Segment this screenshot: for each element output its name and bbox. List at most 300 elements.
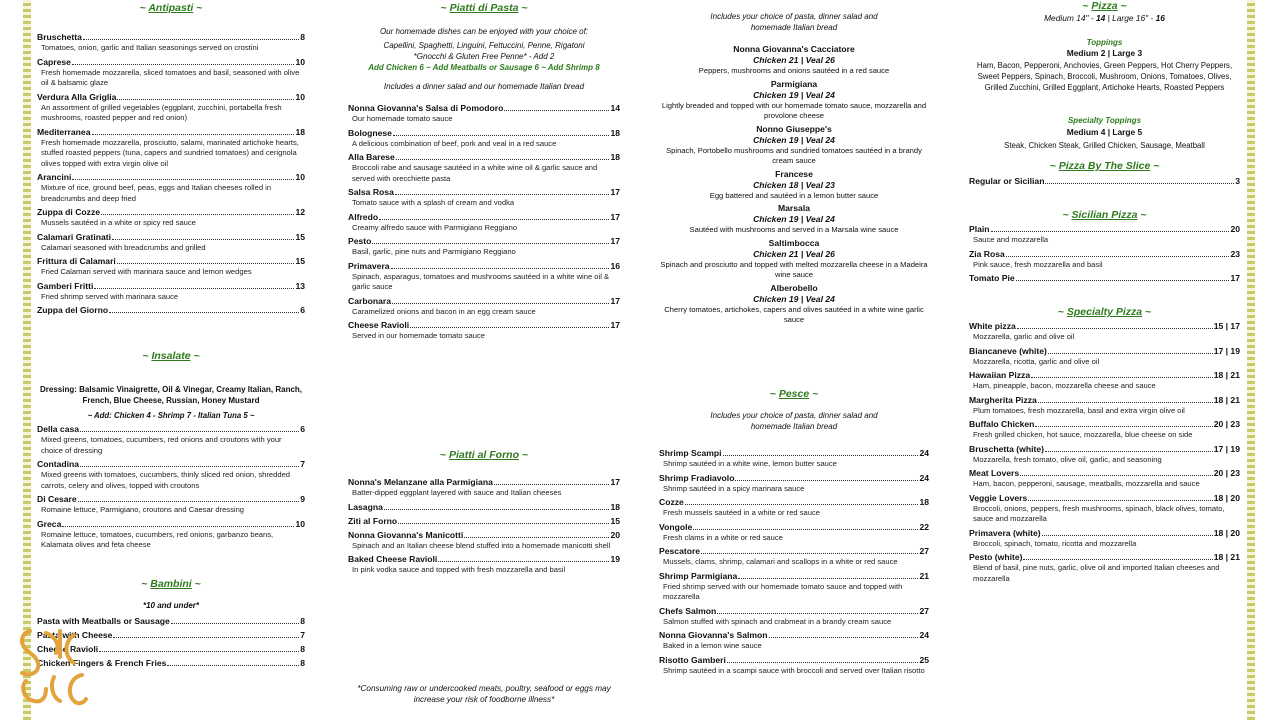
entree-price: Chicken 21 | Veal 26 [753, 248, 835, 259]
menu-item-row [969, 552, 1240, 563]
item-price: 8 [300, 616, 305, 626]
entree-list [659, 44, 929, 328]
toppings-price: Medium 2 | Large 3 [1066, 48, 1143, 58]
menu-item-row [37, 616, 305, 627]
dot-leader [1023, 559, 1212, 560]
item-description: Romaine lettuce, Parmigiano, croutons and Caesar dressing [41, 505, 245, 514]
menu-item-row [348, 516, 620, 527]
menu-item-row [659, 497, 929, 508]
menu-item-row [348, 261, 620, 272]
item-description: Broccoli, spinach, tomato, ricotta and mozzarella [973, 538, 1137, 548]
item-price: 14 [610, 103, 620, 113]
item-price: 22 [919, 521, 929, 532]
item-description: Mozzarella, ricotta, garlic and olive oil [973, 356, 1100, 366]
pesce-includes: Includes your choice of pasta, dinner salad and homemade Italian bread [710, 411, 878, 431]
menu-item-primavera-white [969, 528, 1240, 550]
menu-item-row [348, 320, 620, 331]
item-name: Zuppa di Cozze [37, 207, 101, 217]
item-name: Margherita Pizza [969, 394, 1037, 405]
menu-item-row [37, 424, 305, 435]
menu-item-calamari-gratinati [37, 232, 305, 254]
dot-leader [438, 561, 609, 562]
pasta-list [348, 103, 620, 345]
item-name: Veggie Lovers [969, 492, 1028, 503]
dot-leader [494, 484, 610, 485]
menu-item-row [969, 444, 1240, 455]
dot-leader [78, 501, 300, 502]
entree-name: Parmigiana [770, 78, 818, 89]
menu-item-pescatore [659, 546, 929, 568]
menu-item-di-cesare [37, 494, 305, 516]
pesce-title: ~ Pesce ~ [769, 388, 819, 400]
menu-item-caprese [37, 57, 305, 89]
item-price: 18 [610, 152, 620, 162]
dot-leader [395, 194, 610, 195]
antipasti-title: ~ Antipasti ~ [139, 2, 203, 14]
menu-item-row [659, 571, 929, 582]
menu-item-row [659, 606, 929, 617]
item-price: 17 | 19 [1213, 345, 1240, 356]
menu-item-chefs-salmon [659, 606, 929, 628]
sicilian-list [969, 224, 1240, 287]
menu-item-row [969, 321, 1240, 332]
menu-item-row [969, 249, 1240, 260]
dot-leader [1038, 402, 1213, 403]
item-price: 24 [919, 472, 929, 483]
item-price: 17 [610, 295, 620, 306]
menu-item-cheese-ravioli [348, 320, 620, 342]
item-description: Plum tomatoes, fresh mozzarella, basil and extra virgin olive oil [973, 405, 1185, 415]
menu-item-della-casa [37, 424, 305, 456]
item-price: 27 [919, 605, 929, 616]
dressing-note: Dressing: Balsamic Vinaigrette, Oil & Vinegar, Creamy Italian, Ranch, French, Blue Cheese, Russian, Honey Mustard [39, 385, 303, 405]
menu-item-vongole [659, 522, 929, 544]
item-description: Spinach and an Italian cheese blend stuffed into a homemade manicotti shell [352, 540, 611, 550]
menu-item-contadina [37, 459, 305, 491]
item-description: Blend of basil, pine nuts, garlic, olive oil and imported Italian cheeses and mozzarella [973, 563, 1220, 583]
dot-leader [464, 537, 609, 538]
item-price: 8 [300, 644, 305, 654]
item-price: 16 [610, 260, 620, 271]
item-name: Cheese Ravioli [348, 320, 410, 330]
item-name: Pesto (white) [969, 552, 1023, 562]
menu-item-row [659, 473, 929, 484]
item-price: 21 [919, 570, 929, 581]
menu-item-row [37, 127, 305, 138]
pizza-sizes: Medium 14" - 14 | Large 16" - 16 [1044, 13, 1165, 23]
item-name: Di Cesare [37, 494, 77, 504]
dot-leader [393, 135, 610, 136]
menu-item-row [659, 448, 929, 459]
menu-item-row [37, 172, 305, 183]
item-description: Mussels, clams, shrimp, calamari and scallops in a white or red sauce [663, 557, 898, 566]
dot-leader [1048, 353, 1213, 354]
dot-leader [1042, 535, 1213, 536]
menu-item-row [348, 477, 620, 488]
item-description: Salmon stuffed with spinach and crabmeat in a brandy cream sauce [663, 616, 892, 626]
entree-marsala [659, 203, 929, 236]
item-price: 10 [295, 518, 305, 529]
entree-name: Nonno Giuseppe's [756, 123, 832, 134]
dot-leader [379, 219, 609, 220]
dot-leader [1045, 183, 1234, 184]
item-name: Chicken Fingers & French Fries [37, 658, 167, 668]
item-description: Shrimp sautéed in a white wine, lemon butter sauce [663, 459, 837, 468]
item-name: Shrimp Parmigiana [659, 570, 738, 581]
dot-leader [1035, 426, 1212, 427]
item-description: Mozzarella, fresh tomato, olive oil, garlic, and seasoning [973, 454, 1162, 464]
dot-leader [62, 526, 294, 527]
dot-leader [117, 263, 295, 264]
item-name: Pesto [348, 236, 372, 246]
item-name: Carbonara [348, 295, 391, 306]
item-description: Fresh mussels sautéed in a white or red sauce [663, 508, 821, 517]
menu-item-baked-cheese-ravioli [348, 554, 620, 576]
entree-price: Chicken 18 | Veal 23 [753, 179, 835, 190]
menu-item-margherita-pizza [969, 395, 1240, 417]
menu-item-row [37, 519, 305, 530]
dot-leader [101, 214, 294, 215]
item-description: Fresh clams in a white or red sauce [663, 532, 783, 542]
item-price: 18 [610, 501, 620, 512]
dot-leader [72, 64, 295, 65]
item-name: Shrimp Fradiavolo [659, 472, 735, 483]
specialty-toppings-title: Specialty Toppings [1067, 116, 1142, 125]
toppings-list: Ham, Bacon, Pepperoni, Anchovies, Green Peppers, Hot Cherry Peppers, Sweet Peppers, Spinach, Broccoli, Mushroom, Onions, Tomatoes, Olives, Grilled Zucchini, Grilled Eggplant, Artichoke Hearts, Roasted Peppers [976, 61, 1233, 92]
item-price: 18 | 21 [1213, 552, 1240, 562]
item-description: Broccoli, onions, peppers, fresh mushrooms, spinach, black olives, tomato, sauce and mozzarella [973, 503, 1225, 523]
item-description: Ham, pineapple, bacon, mozzarella cheese and sauce [973, 381, 1156, 390]
insalate-title: ~ Insalate ~ [142, 350, 200, 362]
item-name: Primavera [348, 260, 390, 271]
item-description: Sauce and mozzarella [973, 235, 1049, 244]
entree-nonna-giovanna-s-cacciatore [659, 44, 929, 77]
item-name: Biancaneve (white) [969, 345, 1047, 356]
item-description: A delicious combination of beef, pork and veal in a red sauce [352, 138, 557, 148]
menu-item-plain [969, 224, 1240, 246]
menu-item-row [348, 103, 620, 114]
item-name: Chefs Salmon [659, 605, 717, 616]
item-name: Calamari Gratinati [37, 231, 112, 242]
menu-item-row [348, 236, 620, 247]
item-price: 10 [295, 91, 305, 102]
dot-leader [735, 480, 918, 481]
item-name: Alfredo [348, 211, 379, 222]
item-description: Calamari seasoned with breadcrumbs and grilled [41, 242, 206, 252]
dot-leader [83, 39, 299, 40]
dot-leader [1031, 377, 1213, 378]
bambini-title: ~ Bambini ~ [141, 578, 201, 590]
menu-item-frittura-di-calamari [37, 256, 305, 278]
item-description: Mussels sautéed in a white or spicy red sauce [41, 218, 196, 227]
item-description: Batter-dipped eggplant layered with sauce and Italian cheeses [352, 488, 562, 497]
menu-item-row [37, 232, 305, 243]
menu-item-bruschetta [37, 32, 305, 54]
dot-leader [384, 509, 610, 510]
dot-leader [72, 179, 294, 180]
item-name: White pizza [969, 321, 1016, 331]
entree-price: Chicken 19 | Veal 24 [753, 134, 835, 145]
menu-item-row [659, 655, 929, 666]
pasta-includes: Includes a dinner salad and our homemade Italian bread [383, 82, 585, 91]
item-description: Fried Calamari served with marinara sauce and lemon wedges [41, 267, 252, 276]
item-description: Mixed greens, tomatoes, cucumbers, red onions and croutons with your choice of dressing [41, 435, 282, 455]
specialty-pizza-title: ~ Specialty Pizza ~ [1057, 306, 1152, 318]
item-price: 7 [300, 630, 305, 640]
item-price: 19 [610, 554, 620, 564]
item-name: Ziti al Forno [348, 515, 398, 526]
item-price: 17 [610, 320, 620, 330]
item-name: Zuppa del Giorno [37, 305, 109, 315]
item-price: 15 | 17 [1213, 321, 1240, 331]
entree-name: Nonna Giovanna's Cacciatore [733, 44, 855, 54]
item-description: Mozzarella, garlic and olive oil [973, 332, 1075, 341]
menu-item-regular-or-sicilian [969, 176, 1240, 187]
item-description: Basil, garlic, pine nuts and Parmigiano Reggiano [352, 247, 516, 256]
menu-item-row [348, 187, 620, 198]
dot-leader [113, 637, 299, 638]
menu-item-row [659, 546, 929, 557]
item-price: 17 | 19 [1213, 443, 1240, 454]
menu-item-row [659, 522, 929, 533]
entree-price: Chicken 19 | Veal 24 [753, 89, 835, 100]
item-price: 15 [295, 231, 305, 242]
pasta-intro-1: Our homemade dishes can be enjoyed with your choice of: [379, 27, 589, 36]
item-description: Tomato sauce with a splash of cream and vodka [352, 198, 515, 207]
menu-item-alfredo [348, 212, 620, 234]
item-name: Pasta with Cheese [37, 630, 113, 640]
menu-item-carbonara [348, 296, 620, 318]
item-price: 7 [300, 459, 305, 469]
dot-leader [1020, 475, 1213, 476]
menu-item-row [37, 459, 305, 470]
slice-title: ~ Pizza By The Slice ~ [1049, 160, 1160, 172]
dot-leader [392, 303, 609, 304]
menu-item-alla-barese [348, 152, 620, 184]
item-price: 18 | 20 [1213, 492, 1240, 503]
item-price: 18 | 21 [1213, 394, 1240, 405]
menu-item-row [969, 224, 1240, 235]
forno-title: ~ Piatti al Forno ~ [439, 449, 529, 461]
item-price: 18 [919, 497, 929, 507]
item-description: Fresh homemade mozzarella, sliced tomatoes and basil, seasoned with olive oil & balsamic glaze [41, 67, 300, 87]
dot-leader [738, 578, 918, 579]
dot-leader [685, 504, 919, 505]
item-name: Zia Rosa [969, 248, 1005, 259]
item-description: Creamy alfredo sauce with Parmigiano Reggiano [352, 222, 518, 232]
item-name: Contadina [37, 459, 80, 469]
dot-leader [717, 613, 918, 614]
pasta-title: ~ Piatti di Pasta ~ [440, 2, 528, 14]
left-border [23, 0, 31, 720]
entree-price: Chicken 19 | Veal 24 [753, 293, 835, 304]
item-name: Gamberi Fritti [37, 280, 94, 291]
item-price: 24 [919, 630, 929, 640]
item-name: Vongole [659, 521, 693, 532]
menu-item-nonna-giovanna-s-salmon [659, 630, 929, 652]
pizza-title: ~ Pizza ~ [1082, 0, 1127, 12]
entree-description: Egg battered and sautéed in a lemon butter sauce [709, 190, 879, 200]
item-name: Arancini [37, 172, 72, 182]
dot-leader [701, 553, 918, 554]
toppings-title: Toppings [1086, 38, 1123, 47]
menu-item-row [969, 493, 1240, 504]
column-2 [348, 0, 620, 720]
menu-item-nonna-s-melanzane-alla-parmigiana [348, 477, 620, 499]
menu-item-row [37, 281, 305, 292]
item-description: Broccoli rabe and sausage sautéed in a white wine oil & garlic sauce and served with orecchiette pasta [352, 163, 598, 183]
item-price: 9 [300, 494, 305, 504]
item-price: 15 [295, 256, 305, 266]
menu-item-bruschetta-white [969, 444, 1240, 466]
dot-leader [109, 312, 299, 313]
entrees-includes: Includes your choice of pasta, dinner salad and homemade Italian bread [710, 12, 878, 32]
dot-leader [391, 268, 610, 269]
item-name: Bruschetta [37, 32, 82, 42]
item-name: Cozze [659, 497, 684, 507]
menu-item-risotto-gamberi [659, 655, 929, 677]
menu-item-row [348, 530, 620, 541]
item-description: Fresh grilled chicken, hot sauce, mozzarella, blue cheese on side [973, 430, 1193, 439]
item-description: Ham, bacon, pepperoni, sausage, meatballs, mozzarella and sauce [973, 479, 1200, 488]
column-3 [659, 0, 929, 720]
item-description: Fried shrimp served with marinara sauce [41, 291, 179, 301]
dot-leader [410, 327, 609, 328]
entree-price: Chicken 19 | Veal 24 [753, 214, 835, 224]
item-description: Shrimp sautéed in a spicy marinara sauce [663, 483, 805, 493]
entree-description: Spinach, Portobello mushrooms and sundried tomatoes sautéed in a brandy cream sauce [666, 145, 922, 165]
entree-name: Saltimbocca [768, 237, 820, 248]
dot-leader [396, 159, 610, 160]
item-name: Nonna Giovanna's Salsa di Pomodoro [348, 103, 504, 113]
entree-name: Francese [775, 168, 813, 179]
item-price: 18 [295, 126, 305, 137]
entree-parmigiana [659, 79, 929, 122]
item-price: 18 | 21 [1213, 370, 1240, 380]
menu-item-shrimp-scampi [659, 448, 929, 470]
forno-list [348, 477, 620, 579]
menu-item-row [37, 92, 305, 103]
item-name: Della casa [37, 424, 80, 434]
foodborne-warning: *Consuming raw or undercooked meats, poultry, seafood or eggs may increase your risk of foodborne illness* [357, 684, 611, 704]
entree-description: Spinach and prosciutto and topped with melted mozzarella cheese in a Madeira wine sauce [660, 259, 928, 279]
dot-leader [167, 665, 299, 666]
item-price: 20 | 23 [1213, 468, 1240, 478]
menu-item-row [37, 207, 305, 218]
item-price: 20 [1230, 224, 1240, 234]
item-description: Baked in a lemon wine sauce [663, 641, 762, 650]
item-name: Shrimp Scampi [659, 448, 722, 458]
menu-item-verdura-alla-griglia [37, 92, 305, 124]
menu-item-row [37, 57, 305, 68]
item-price: 12 [295, 207, 305, 217]
dot-leader [94, 288, 294, 289]
item-name: Primavera (white) [969, 527, 1041, 538]
menu-item-row [969, 419, 1240, 430]
item-name: Regular or Sicilian [969, 176, 1045, 186]
dot-leader [398, 523, 609, 524]
menu-item-row [37, 256, 305, 267]
menu-item-row [348, 152, 620, 163]
entree-nonno-giuseppe-s [659, 124, 929, 167]
item-name: Buffalo Chicken [969, 419, 1035, 429]
item-price: 17 [610, 211, 620, 222]
item-description: Pink sauce, fresh mozzarella and basil [973, 259, 1103, 269]
bambini-note: *10 and under* [142, 601, 199, 610]
item-price: 20 [610, 529, 620, 540]
slice-list [969, 176, 1240, 190]
item-price: 25 [919, 654, 929, 665]
dot-leader [1045, 451, 1213, 452]
item-name: Alla Barese [348, 152, 395, 162]
menu-item-row [348, 212, 620, 223]
dot-leader [92, 134, 295, 135]
entree-price: Chicken 21 | Veal 26 [753, 55, 835, 65]
item-description: In pink vodka sauce and topped with fresh mozzarella and basil [352, 565, 566, 574]
pasta-add-note: Add Chicken 6 ~ Add Meatballs or Sausage 6 ~ Add Shrimp 8 [368, 63, 600, 72]
dot-leader [117, 99, 294, 100]
menu-item-row [969, 346, 1240, 357]
menu-item-meat-lovers [969, 468, 1240, 490]
item-price: 13 [295, 280, 305, 291]
item-price: 10 [295, 56, 305, 67]
menu-item-row [969, 468, 1240, 479]
item-description: Fresh homemade mozzarella, prosciutto, salami, marinated artichoke hearts, stuffed roasted peppers (tuna, capers and sundried tomatoes) and cerignola olives topped with extra virgin olive oil [41, 137, 299, 168]
dot-leader [1016, 280, 1230, 281]
menu-item-row [37, 32, 305, 43]
menu-item-shrimp-parmigiana [659, 571, 929, 603]
item-price: 6 [300, 424, 305, 434]
item-description: Shrimp sautéed in a scampi sauce with broccoli and served over Italian risotto [663, 665, 925, 675]
entree-description: Lightly breaded and topped with our homemade tomato sauce, mozzarella and provolone cheese [661, 100, 927, 120]
dot-leader [112, 239, 294, 240]
menu-item-row [969, 395, 1240, 406]
dot-leader [99, 651, 299, 652]
menu-item-row [969, 273, 1240, 284]
item-description: Mixture of rice, ground beef, peas, eggs and Italian cheeses rolled in breadcrumbs and deep fried [41, 183, 272, 203]
menu-item-veggie-lovers [969, 493, 1240, 525]
item-name: Nonna Giovanna's Salmon [659, 630, 768, 640]
menu-item-arancini [37, 172, 305, 204]
menu-item-greca [37, 519, 305, 551]
dot-leader [372, 243, 609, 244]
entree-name: Alberobello [770, 282, 818, 293]
item-price: 17 [610, 236, 620, 246]
menu-item-buffalo-chicken [969, 419, 1240, 441]
antipasti-list [37, 32, 305, 319]
entree-description: Cherry tomatoes, artichokes, capers and olives sautéed in a white wine garlic sauce [664, 304, 924, 324]
item-name: Cheese Ravioli [37, 644, 99, 654]
column-1 [37, 0, 305, 720]
entree-francese [659, 169, 929, 202]
column-4 [969, 0, 1240, 720]
menu-item-lasagna [348, 502, 620, 513]
item-name: Lasagna [348, 501, 383, 512]
menu-item-row [969, 370, 1240, 381]
menu-item-primavera [348, 261, 620, 293]
item-price: 18 | 20 [1213, 527, 1240, 538]
restaurant-logo-icon [16, 627, 90, 707]
dot-leader [991, 231, 1230, 232]
item-description: Fried shrimp served with our homemade tomato sauce and topped with mozzarella [663, 581, 903, 601]
sicilian-title: ~ Sicilian Pizza ~ [1062, 209, 1147, 221]
item-description: Romaine lettuce, tomatoes, cucumbers, red onions, garbanzo beans, Kalamata olives and feta cheese [41, 529, 274, 549]
menu-item-nonna-giovanna-s-manicotti [348, 530, 620, 552]
dot-leader [693, 529, 918, 530]
item-name: Plain [969, 224, 990, 234]
item-name: Baked Cheese Ravioli [348, 554, 438, 564]
menu-item-zuppa-di-cozze [37, 207, 305, 229]
